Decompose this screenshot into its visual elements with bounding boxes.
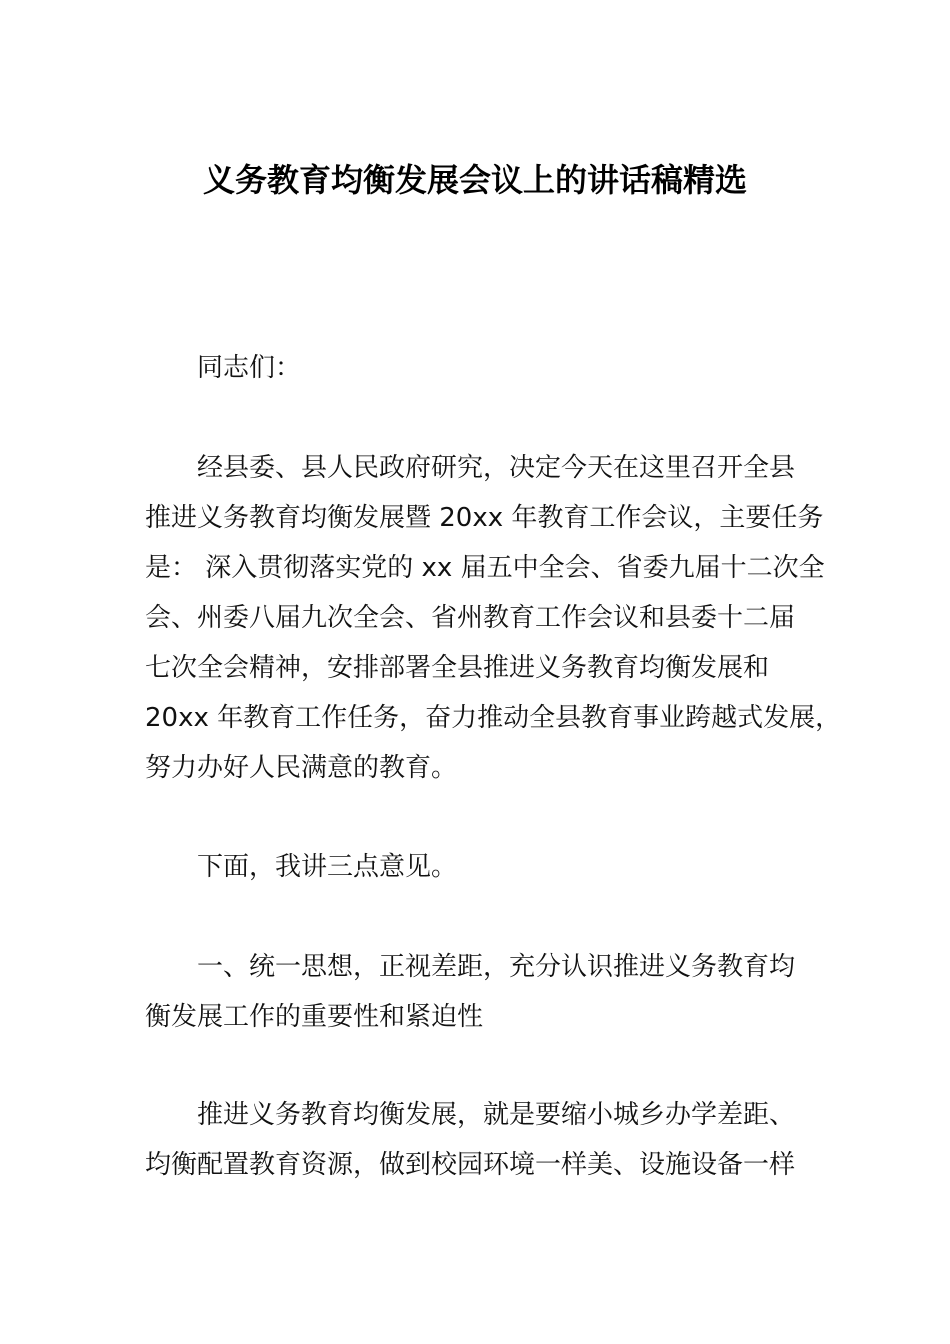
paragraph-balanced-development — [145, 1090, 817, 1190]
paragraph-line: 一、统一思想，正视差距，充分认识推进义务教育均 — [197, 952, 796, 982]
paragraph-line: 是： 深入贯彻落实党的 xx 届五中全会、省委九届十二次全 — [145, 553, 825, 583]
paragraph-line: 推进义务教育均衡发展，就是要缩小城乡办学差距、 — [197, 1100, 796, 1130]
paragraph-line: 衡发展工作的重要性和紧迫性 — [145, 1002, 484, 1032]
paragraph-line: 下面，我讲三点意见。 — [197, 852, 458, 882]
salutation-paragraph — [145, 343, 817, 393]
paragraph-line: 经县委、县人民政府研究，决定今天在这里召开全县 — [197, 453, 796, 483]
paragraph-line: 推进义务教育均衡发展暨 20xx 年教育工作会议，主要任务 — [145, 503, 824, 533]
paragraph-line: 均衡配置教育资源，做到校园环境一样美、设施设备一样 — [145, 1150, 796, 1180]
paragraph-three-points — [145, 842, 817, 892]
paragraph-line: 20xx 年教育工作任务，奋力推动全县教育事业跨越式发展， — [145, 703, 842, 733]
paragraph-line: 七次全会精神，安排部署全县推进义务教育均衡发展和 — [145, 653, 770, 683]
section-heading-1 — [145, 942, 817, 1042]
paragraph-intro — [145, 443, 842, 793]
document-title: 义务教育均衡发展会议上的讲话稿精选 — [202, 161, 747, 199]
salutation-line: 同志们： — [197, 353, 302, 383]
paragraph-line: 会、州委八届九次全会、省州教育工作会议和县委十二届 — [145, 603, 796, 633]
paragraph-line: 努力办好人民满意的教育。 — [145, 753, 458, 783]
